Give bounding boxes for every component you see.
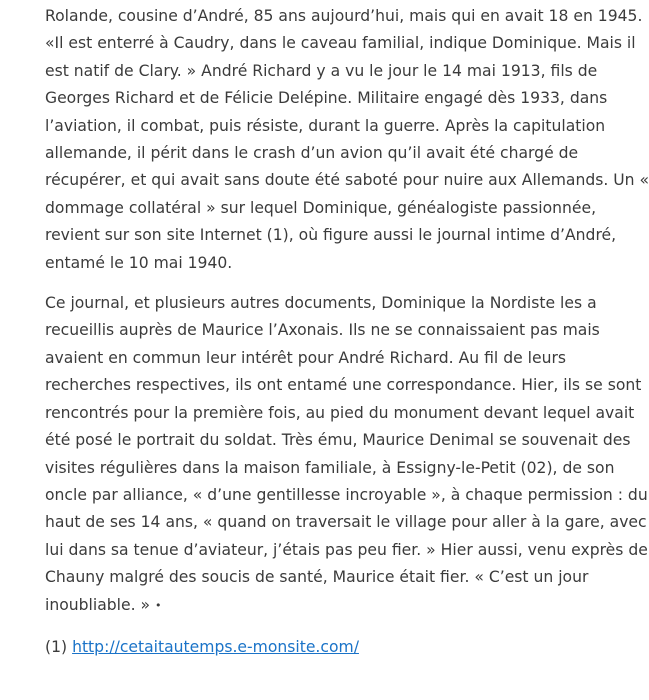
paragraph-line: rencontrés pour la première fois, au pied du monument devant lequel avait: [45, 403, 635, 422]
paragraph-line: revient sur son site Internet (1), où figure aussi le journal intime d’André,: [45, 226, 617, 245]
paragraph-line: haut de ses 14 ans, « quand on traversait le village pour aller à la gare, avec: [45, 513, 647, 532]
end-bullet: •: [155, 598, 162, 612]
paragraph-line: dommage collatéral » sur lequel Dominique, généalogiste passionnée,: [45, 198, 597, 217]
paragraph-line-text: inoubliable. »: [45, 595, 151, 614]
paragraph-line: récupérer, et qui avait sans doute été saboté pour nuire aux Allemands. Un «: [45, 171, 649, 190]
article-body: [45, 0, 649, 661]
paragraph-line: avaient en commun leur intérêt pour André Richard. Au fil de leurs: [45, 348, 567, 367]
footnote-link[interactable]: http://cetaitautemps.e-monsite.com/: [72, 637, 359, 656]
footnote-marker: (1): [45, 637, 68, 656]
paragraph-line: oncle par alliance, « d’une gentillesse incroyable », à chaque permission : du: [45, 485, 648, 504]
paragraph-line: été posé le portrait du soldat. Très ému, Maurice Denimal se souvenait des: [45, 431, 631, 450]
paragraph-line: recherches respectives, ils ont entamé une correspondance. Hier, ils se sont: [45, 376, 642, 395]
paragraph-line: est natif de Clary. » André Richard y a vu le jour le 14 mai 1913, fils de: [45, 61, 598, 80]
paragraph-line: l’aviation, il combat, puis résiste, durant la guerre. Après la capitulation: [45, 116, 606, 135]
paragraph-last-line: [45, 592, 635, 619]
paragraph-line: «Il est enterré à Caudry, dans le caveau familial, indique Dominique. Mais il: [45, 34, 636, 53]
paragraph-line: entamé le 10 mai 1940.: [45, 253, 233, 272]
paragraph-line: visites régulières dans la maison familiale, à Essigny-le-Petit (02), de son: [45, 458, 615, 477]
paragraph-line: allemande, il périt dans le crash d’un avion qu’il avait été chargé de: [45, 144, 579, 163]
paragraph-line: Chauny malgré des soucis de santé, Maurice était fier. « C’est un jour: [45, 568, 589, 587]
paragraph-line: recueillis auprès de Maurice l’Axonais. Ils ne se connaissaient pas mais: [45, 321, 600, 340]
footnote: [45, 634, 635, 661]
paragraph-line: lui dans sa tenue d’aviateur, j’étais pas peu fier. » Hier aussi, venu exprès de: [45, 540, 648, 559]
paragraph-line: Rolande, cousine d’André, 85 ans aujourd’hui, mais qui en avait 18 en 1945.: [45, 7, 643, 25]
paragraph-line: Georges Richard et de Félicie Delépine. Militaire engagé dès 1933, dans: [45, 89, 608, 108]
article-paragraph-2: [45, 290, 648, 619]
article-paragraph-1: [45, 0, 649, 277]
paragraph-line: Ce journal, et plusieurs autres documents, Dominique la Nordiste les a: [45, 294, 597, 313]
